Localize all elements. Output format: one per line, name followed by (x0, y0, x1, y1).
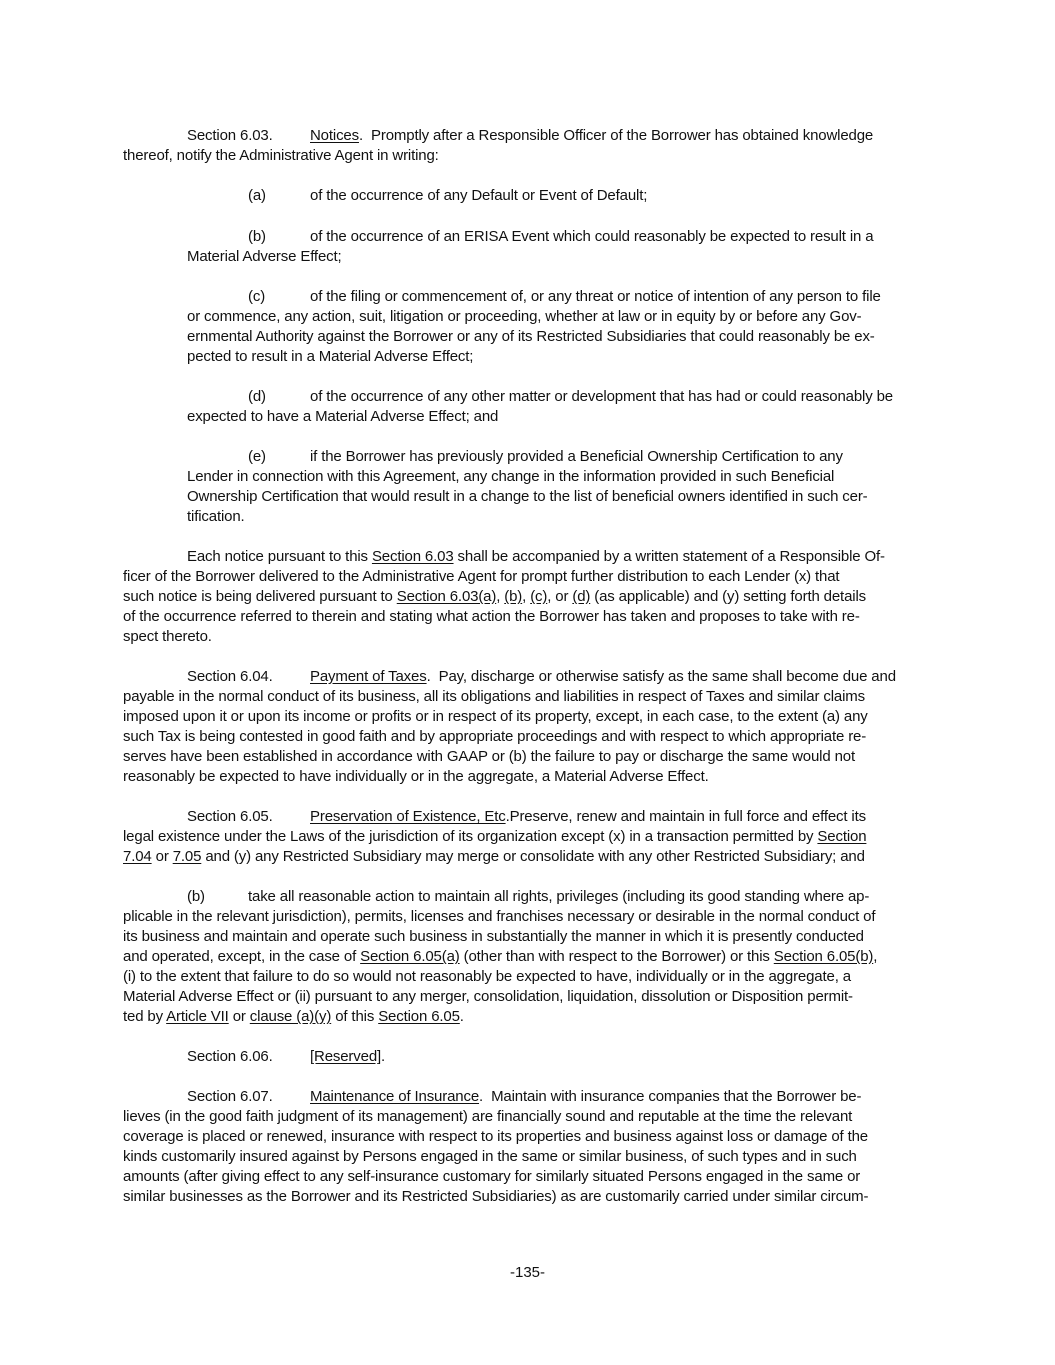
text-line (187, 467, 834, 487)
cross-reference: (c) (530, 588, 548, 605)
text-run: spect thereto. (123, 628, 212, 645)
text-line (187, 807, 273, 827)
text-line (123, 567, 839, 587)
text-line (187, 407, 498, 427)
text-line (123, 1187, 868, 1207)
text-run: . Maintain with insurance companies that the Borrower be- (479, 1088, 862, 1105)
text-run: (a) (248, 187, 266, 204)
text-run: or commence, any action, suit, litigation or proceeding, whether at law or in equity by or before any Gov- (187, 308, 862, 325)
text-line (248, 186, 266, 206)
text-line (123, 627, 212, 647)
text-run: tification. (187, 508, 245, 525)
text-run: and (y) any Restricted Subsidiary may merge or consolidate with any other Restricted Subsidiary; and (201, 848, 865, 865)
text-run: expected to have a Material Adverse Effect; and (187, 408, 499, 425)
text-run: of the occurrence referred to therein and stating what action the Borrower has taken and proposes to take with re- (123, 608, 860, 625)
text-run: Lender in connection with this Agreement, any change in the information provided in such Beneficial (187, 468, 835, 485)
text-run: (other than with respect to the Borrower) or this (459, 948, 774, 965)
text-run: of the occurrence of any Default or Event of Default; (310, 187, 648, 204)
text-line (187, 327, 875, 347)
text-run: . (381, 1048, 386, 1065)
text-run: ficer of the Borrower delivered to the Administrative Agent for prompt further distribution to each Lender (x) that (123, 568, 840, 585)
cross-reference: Section 6.05 (378, 1008, 460, 1025)
text-run: of the occurrence of an ERISA Event which could reasonably be expected to result in a (310, 228, 874, 245)
text-run: ted by (123, 1008, 167, 1025)
text-run: (i) to the extent that failure to do so would not reasonably be expected to have, individually or in the aggregate, a (123, 968, 851, 985)
text-run: pected to result in a Material Adverse Effect; (187, 348, 474, 365)
text-line (123, 907, 875, 927)
cross-reference: Notices (310, 127, 359, 144)
text-run: of this (331, 1008, 379, 1025)
text-line (187, 347, 473, 367)
text-line (123, 747, 855, 767)
text-line (187, 887, 205, 907)
text-run: (d) (248, 388, 266, 405)
text-line (123, 1107, 852, 1127)
text-run: Material Adverse Effect or (ii) pursuant to any merger, consolidation, liquidation, dissolution or Disposition permit- (123, 988, 853, 1005)
text-run: amounts (after giving effect to any self-insurance customary for similarly situated Persons engaged in the same or (123, 1168, 861, 1185)
text-run: , or (547, 588, 573, 605)
text-run: similar businesses as the Borrower and its Restricted Subsidiaries) as are customarily carried under similar circum- (123, 1188, 869, 1205)
cross-reference: 7.05 (172, 848, 202, 865)
text-run: plicable in the relevant jurisdiction), permits, licenses and franchises necessary or desirable in the normal conduct of (123, 908, 876, 925)
text-line (187, 247, 342, 267)
cross-reference: Section (817, 828, 867, 845)
text-line (123, 707, 868, 727)
text-line (310, 1087, 861, 1107)
text-line (310, 667, 896, 687)
text-line (123, 607, 860, 627)
text-run: of the filing or commencement of, or any threat or notice of intention of any person to file (310, 288, 881, 305)
text-run: Ownership Certification that would result in a change to the list of beneficial owners identified in such cer- (187, 488, 868, 505)
text-line (123, 727, 866, 747)
text-line (187, 547, 885, 567)
text-run: thereof, notify the Administrative Agent in writing: (123, 147, 439, 164)
text-run: ernmental Authority against the Borrower or any of its Restricted Subsidiaries that could reasonably be ex- (187, 328, 875, 345)
text-run: . (459, 1008, 464, 1025)
text-run: imposed upon it or upon its income or profits or in respect of its property, except, in each case, to the extent (a) any (123, 708, 868, 725)
cross-reference: Preservation of Existence, Etc (310, 808, 506, 825)
text-line (248, 387, 266, 407)
text-run: serves have been established in accordance with GAAP or (b) the failure to pay or discharge the same would not (123, 748, 855, 765)
text-run: Section 6.03. (187, 127, 273, 144)
text-run: or (228, 1008, 250, 1025)
text-run: (e) (248, 448, 266, 465)
text-line (123, 1127, 868, 1147)
text-run: .Preserve, renew and maintain in full force and effect its (505, 808, 866, 825)
text-line (310, 126, 873, 146)
text-run: payable in the normal conduct of its business, all its obligations and liabilities in respect of Taxes and similar claims (123, 688, 865, 705)
cross-reference: Section 6.05(a) (360, 948, 460, 965)
text-run: , (522, 588, 531, 605)
text-line (123, 1147, 857, 1167)
text-run: such notice is being delivered pursuant to (123, 588, 397, 605)
cross-reference: 7.04 (123, 848, 152, 865)
text-line (310, 287, 881, 307)
cross-reference: (d) (572, 588, 591, 605)
text-run: reasonably be expected to have individually or in the aggregate, a Material Adverse Effect. (123, 768, 709, 785)
text-run: kinds customarily insured against by Persons engaged in the same or similar business, of such types and in such (123, 1148, 857, 1165)
text-line (310, 1047, 385, 1067)
text-line (123, 967, 851, 987)
text-line (187, 1087, 273, 1107)
text-line (187, 507, 245, 527)
cross-reference: Maintenance of Insurance (310, 1088, 480, 1105)
text-line (187, 667, 273, 687)
cross-reference: Section 6.05(b) (773, 948, 874, 965)
text-line (123, 847, 865, 867)
text-line (310, 387, 893, 407)
text-run: Section 6.04. (187, 668, 273, 685)
text-line (248, 227, 266, 247)
text-line (123, 687, 865, 707)
text-line (310, 186, 647, 206)
text-line (248, 887, 869, 907)
text-run: (c) (248, 288, 266, 305)
text-line (123, 1007, 464, 1027)
text-run: , (873, 948, 878, 965)
cross-reference: (b) (504, 588, 523, 605)
text-run: if the Borrower has previously provided a Beneficial Ownership Certification to any (310, 448, 843, 465)
text-run: (as applicable) and (y) setting forth details (590, 588, 866, 605)
text-run: Material Adverse Effect; (187, 248, 342, 265)
text-line (123, 587, 866, 607)
text-run: (b) (248, 228, 266, 245)
text-line (310, 807, 866, 827)
text-run: coverage is placed or renewed, insurance with respect to its properties and business against loss or damage of the (123, 1128, 868, 1145)
text-run: take all reasonable action to maintain all rights, privileges (including its good standing where ap- (248, 888, 870, 905)
text-run: or (151, 848, 173, 865)
text-line (123, 947, 877, 967)
page-number: -135- (509, 1264, 546, 1281)
text-line (248, 287, 265, 307)
text-run: of the occurrence of any other matter or development that has had or could reasonably be (310, 388, 893, 405)
text-run: . Promptly after a Responsible Officer of the Borrower has obtained knowledge (358, 127, 874, 144)
text-run: and operated, except, in the case of (123, 948, 361, 965)
text-run: (b) (187, 888, 205, 905)
text-run: Section 6.06. (187, 1048, 273, 1065)
text-run: Section 6.05. (187, 808, 273, 825)
cross-reference: Section 6.03 (371, 548, 454, 565)
cross-reference: Payment of Taxes (310, 668, 427, 685)
text-run: Each notice pursuant to this (187, 548, 372, 565)
text-run: shall be accompanied by a written statement of a Responsible Of- (453, 548, 885, 565)
text-run: Section 6.07. (187, 1088, 273, 1105)
text-line (187, 307, 861, 327)
text-line (123, 987, 853, 1007)
text-run: such Tax is being contested in good faith and by appropriate proceedings and with respect to which appropriate re- (123, 728, 867, 745)
text-line (248, 447, 266, 467)
text-line (123, 146, 439, 166)
text-line (310, 447, 843, 467)
text-line (123, 1167, 860, 1187)
cross-reference: [Reserved] (310, 1048, 382, 1065)
text-line (187, 1047, 273, 1067)
cross-reference: Section 6.03(a) (396, 588, 497, 605)
text-line (187, 487, 868, 507)
text-run: its business and maintain and operate such business in substantially the manner in which it is presently conducted (123, 928, 864, 945)
text-line (310, 227, 873, 247)
text-run: legal existence under the Laws of the jurisdiction of its organization except (x) in a transaction permitted by (123, 828, 818, 845)
text-run: lieves (in the good faith judgment of its management) are financially sound and reputable at the time the relevant (123, 1108, 853, 1125)
cross-reference: clause (a)(y) (249, 1008, 332, 1025)
text-run: , (496, 588, 505, 605)
text-line (123, 827, 866, 847)
text-run: . Pay, discharge or otherwise satisfy as the same shall become due and (426, 668, 896, 685)
text-line (123, 927, 864, 947)
text-line (187, 126, 273, 146)
cross-reference: Article VII (166, 1008, 229, 1025)
text-line (123, 767, 709, 787)
